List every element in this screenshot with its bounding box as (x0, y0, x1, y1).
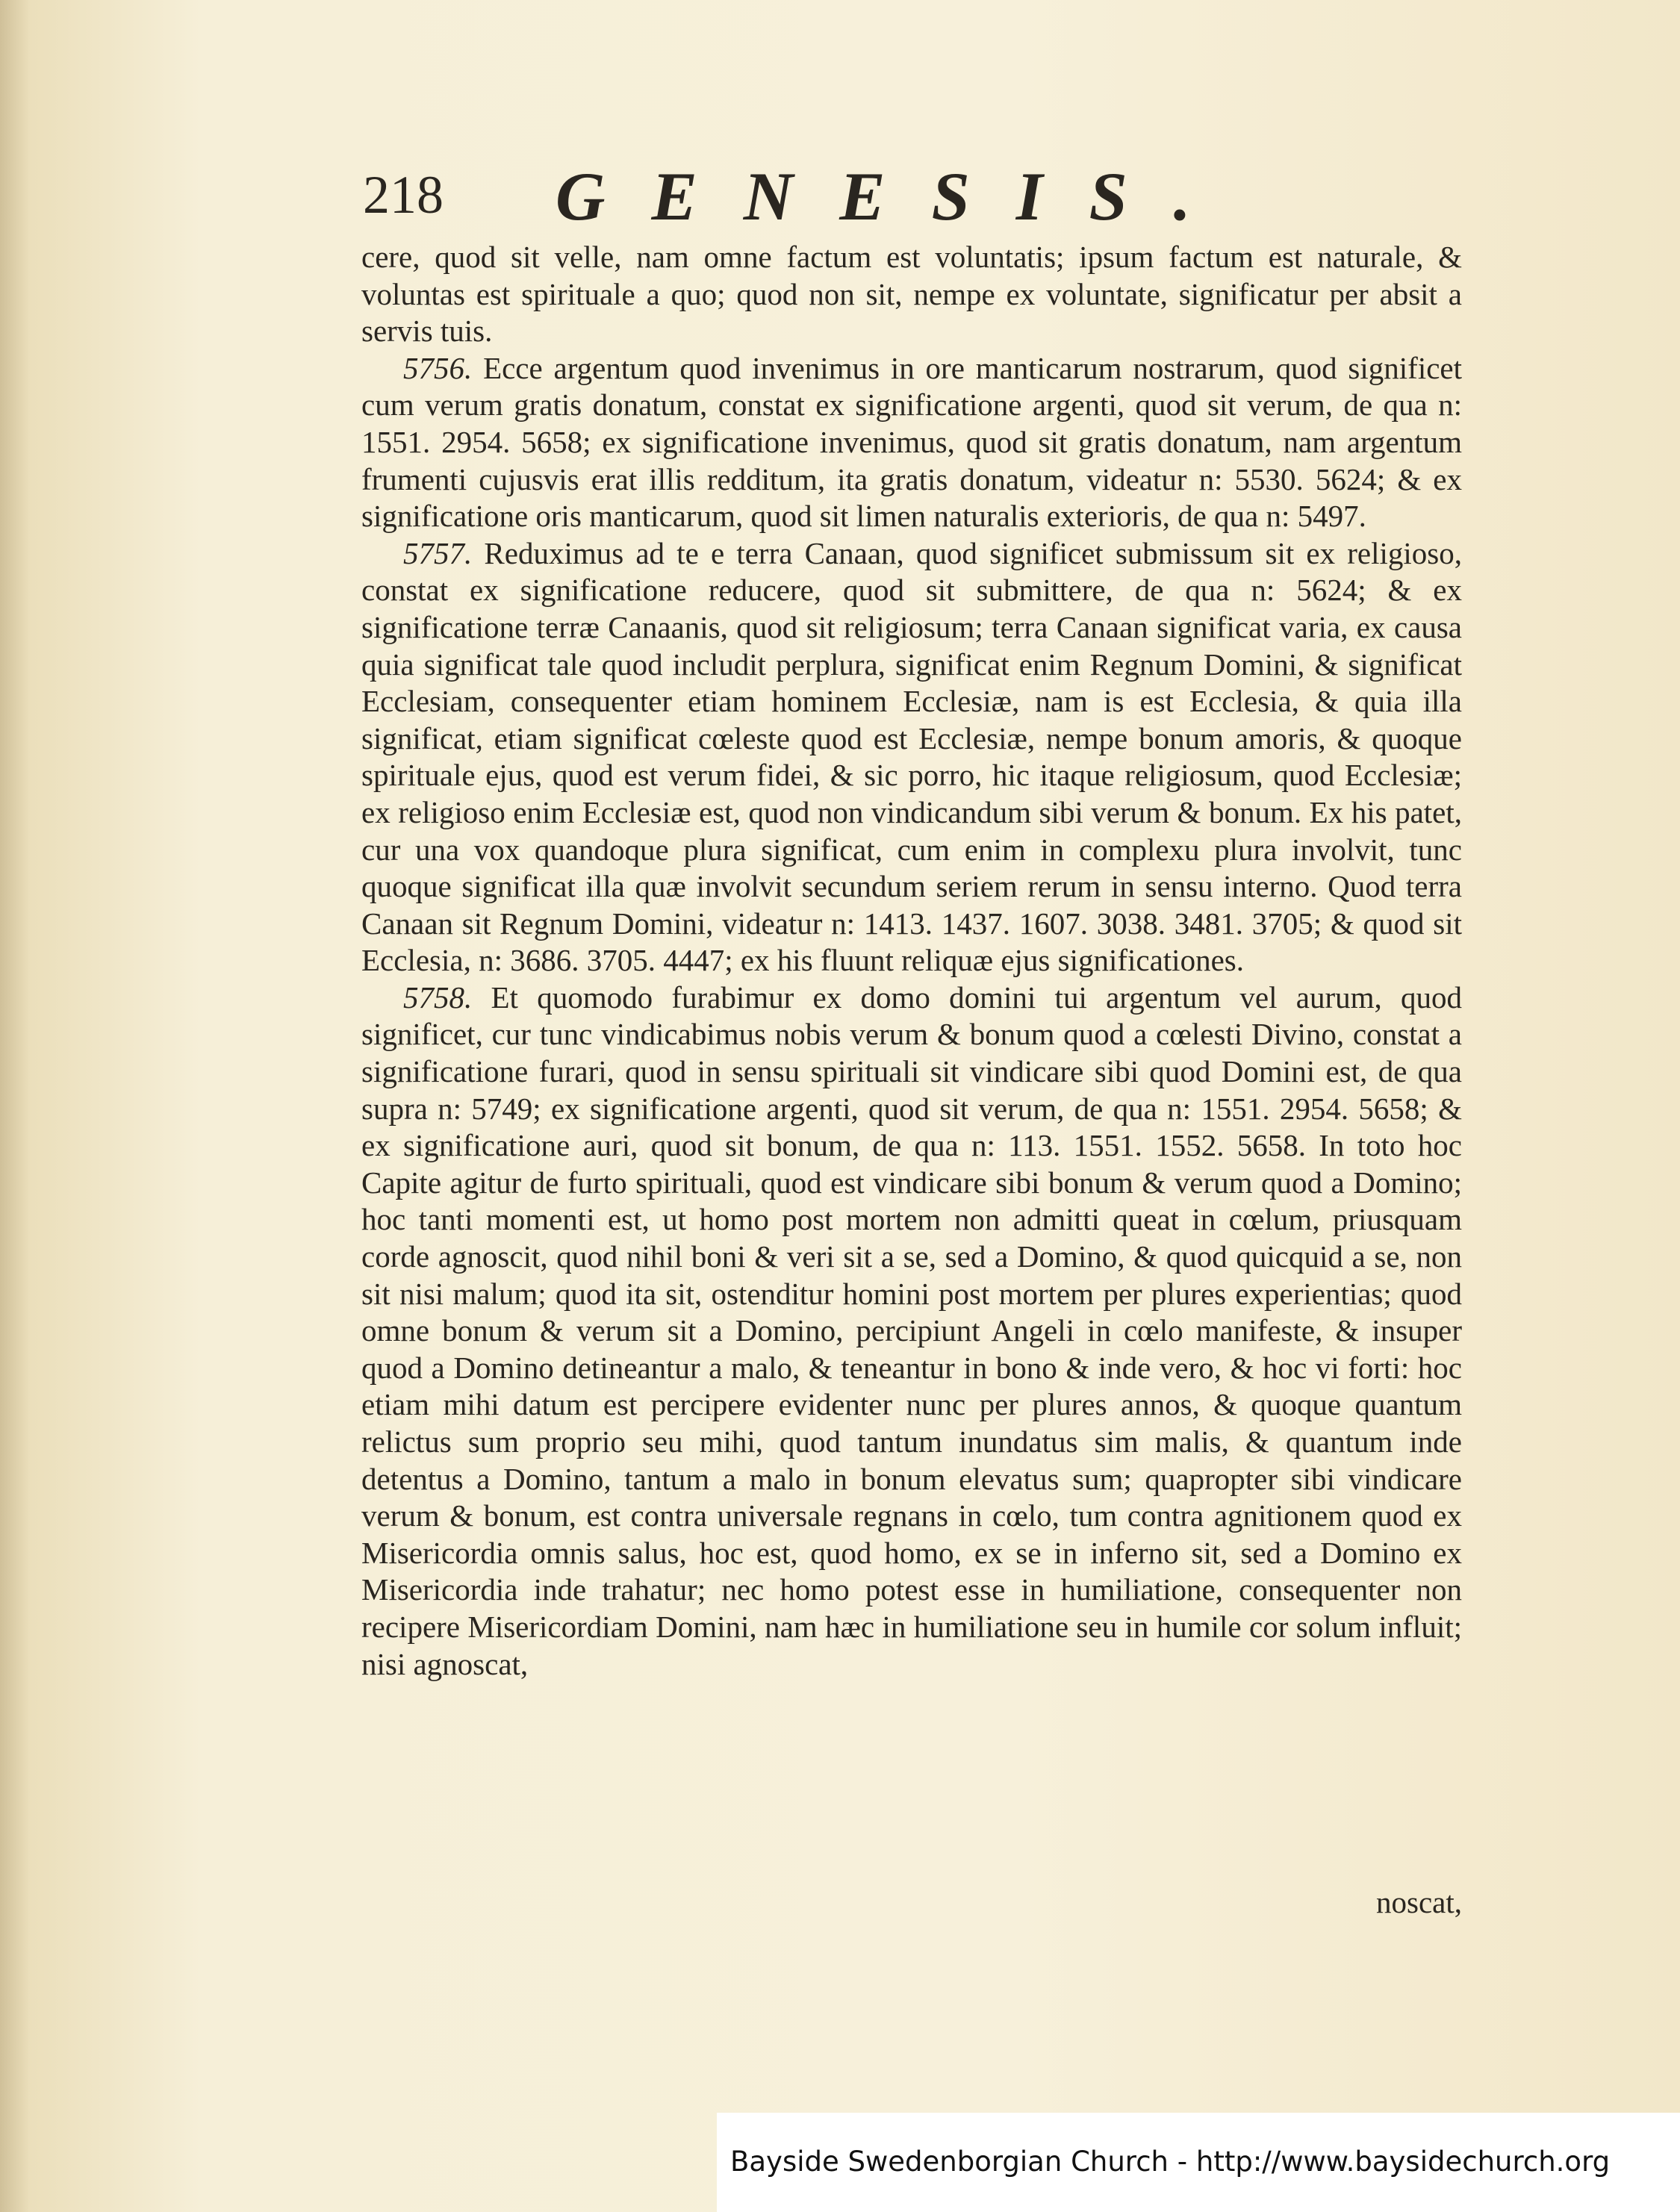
paragraph-text: Et quomodo furabimur ex domo domini tui argentum vel aurum, quod significet, cur tunc vindicabimus nobis verum & bonum quod a cœlesti Divino, constat a significatione furari, quod in sensu spirituali sit vindicare sibi quod Domini est, de qua supra n: 5749; ex significatione argenti, quod sit verum, de qua n: 1551. 2954. 5658; & ex significatione auri, quod sit bonum, de qua n: 113. 1551. 1552. 5658. In toto hoc Capite agitur de furto spirituali, quod est vindicare sibi bonum & verum quod a Domino; hoc tanti momenti est, ut homo post mortem non admitti queat in cœlum, priusquam corde agnoscit, quod nihil boni & veri sit a se, sed a Domino, & quod quicquid a se, non sit nisi malum; quod ita sit, ostenditur homini post mortem per plures experientias; quod omne bonum & verum sit a Domino, percipiunt Angeli in cœlo manifeste, & insuper quod a Domino detineantur a malo, & teneantur in bono & inde vero, & hoc vi forti: hoc etiam mihi datum est percipere evidenter nunc per plures annos, & quoque quantum relictus sum proprio seu mihi, quod tantum inundatus sim malis, & quantum inde detentus a Domino, tantum a malo in bonum elevatus sum; quapropter sibi vindicare verum & bonum, est contra universale regnans in cœlo, tum contra agnitionem quod ex Misericordia omnis salus, hoc est, quod homo, ex se in inferno sit, sed a Domino ex Misericordia inde trahatur; nec homo potest esse in humiliatione, consequenter non recipere Misericordiam Domini, nam hæc in humiliatione seu in humile cor solum influit; nisi agnoscat, (361, 979, 1463, 1681)
paragraph-number: 5756. (403, 350, 473, 385)
paragraph-5758 (361, 979, 1462, 1683)
body-text (361, 239, 1462, 1683)
page-number: 218 (363, 165, 444, 225)
watermark-text: Bayside Swedenborgian Church - http://www.baysidechurch.org (730, 2146, 1611, 2178)
watermark-banner (717, 2113, 1680, 2212)
paragraph-number: 5757. (403, 535, 473, 570)
page-header (363, 157, 1468, 239)
paragraph-5757 (361, 535, 1462, 979)
running-title: GENESIS. (556, 158, 1237, 234)
paragraph-text: cere, quod sit velle, nam omne factum est voluntatis; ipsum factum est naturale, & voluntas est spirituale a quo; quod non sit, nempe ex voluntate, significatur per absit a servis tuis. (361, 240, 1462, 349)
paragraph-continued (361, 239, 1462, 350)
paragraph-5756 (361, 350, 1462, 535)
paragraph-text: Reduximus ad te e terra Canaan, quod significet submissum sit ex religioso, constat ex significatione reducere, quod sit submittere, de qua n: 5624; & ex significatione terræ Canaanis, quod sit religiosum; terra Canaan significat varia, ex causa quia significat tale quod includit perplura, significat enim Regnum Domini, & significat Ecclesiam, consequenter etiam hominem Ecclesiæ, nam is est Ecclesia, & quia illa significat, etiam significat cœleste quod est Ecclesiæ, nempe bonum amoris, & quoque spirituale ejus, quod est verum fidei, & sic porro, hic itaque religiosum, quod Ecclesiæ; ex religioso enim Ecclesiæ est, quod non vindicandum sibi verum & bonum. Ex his patet, cur una vox quandoque plura significat, cum enim in complexu plura involvit, tunc quoque significat illa quæ involvit secundum seriem rerum in sensu interno. Quod terra Canaan sit Regnum Domini, videatur n: 1413. 1437. 1607. 3038. 3481. 3705; & quod sit Ecclesia, n: 3686. 3705. 4447; ex his fluunt reliquæ ejus significationes. (361, 535, 1463, 978)
catchword: noscat, (1376, 1885, 1462, 1919)
page-edge-shadow (0, 0, 30, 2212)
paragraph-text: Ecce argentum quod invenimus in ore manticarum nostrarum, quod significet cum verum gratis donatum, constat ex significatione argenti, quod sit verum, de qua n: 1551. 2954. 5658; ex significatione invenimus, quod sit gratis donatum, nam argentum frumenti cujusvis erat illis redditum, ita gratis donatum, videatur n: 5530. 5624; & ex significatione oris manticarum, quod sit limen naturalis exterioris, de qua n: 5497. (361, 350, 1463, 534)
paragraph-number: 5758. (403, 979, 473, 1015)
